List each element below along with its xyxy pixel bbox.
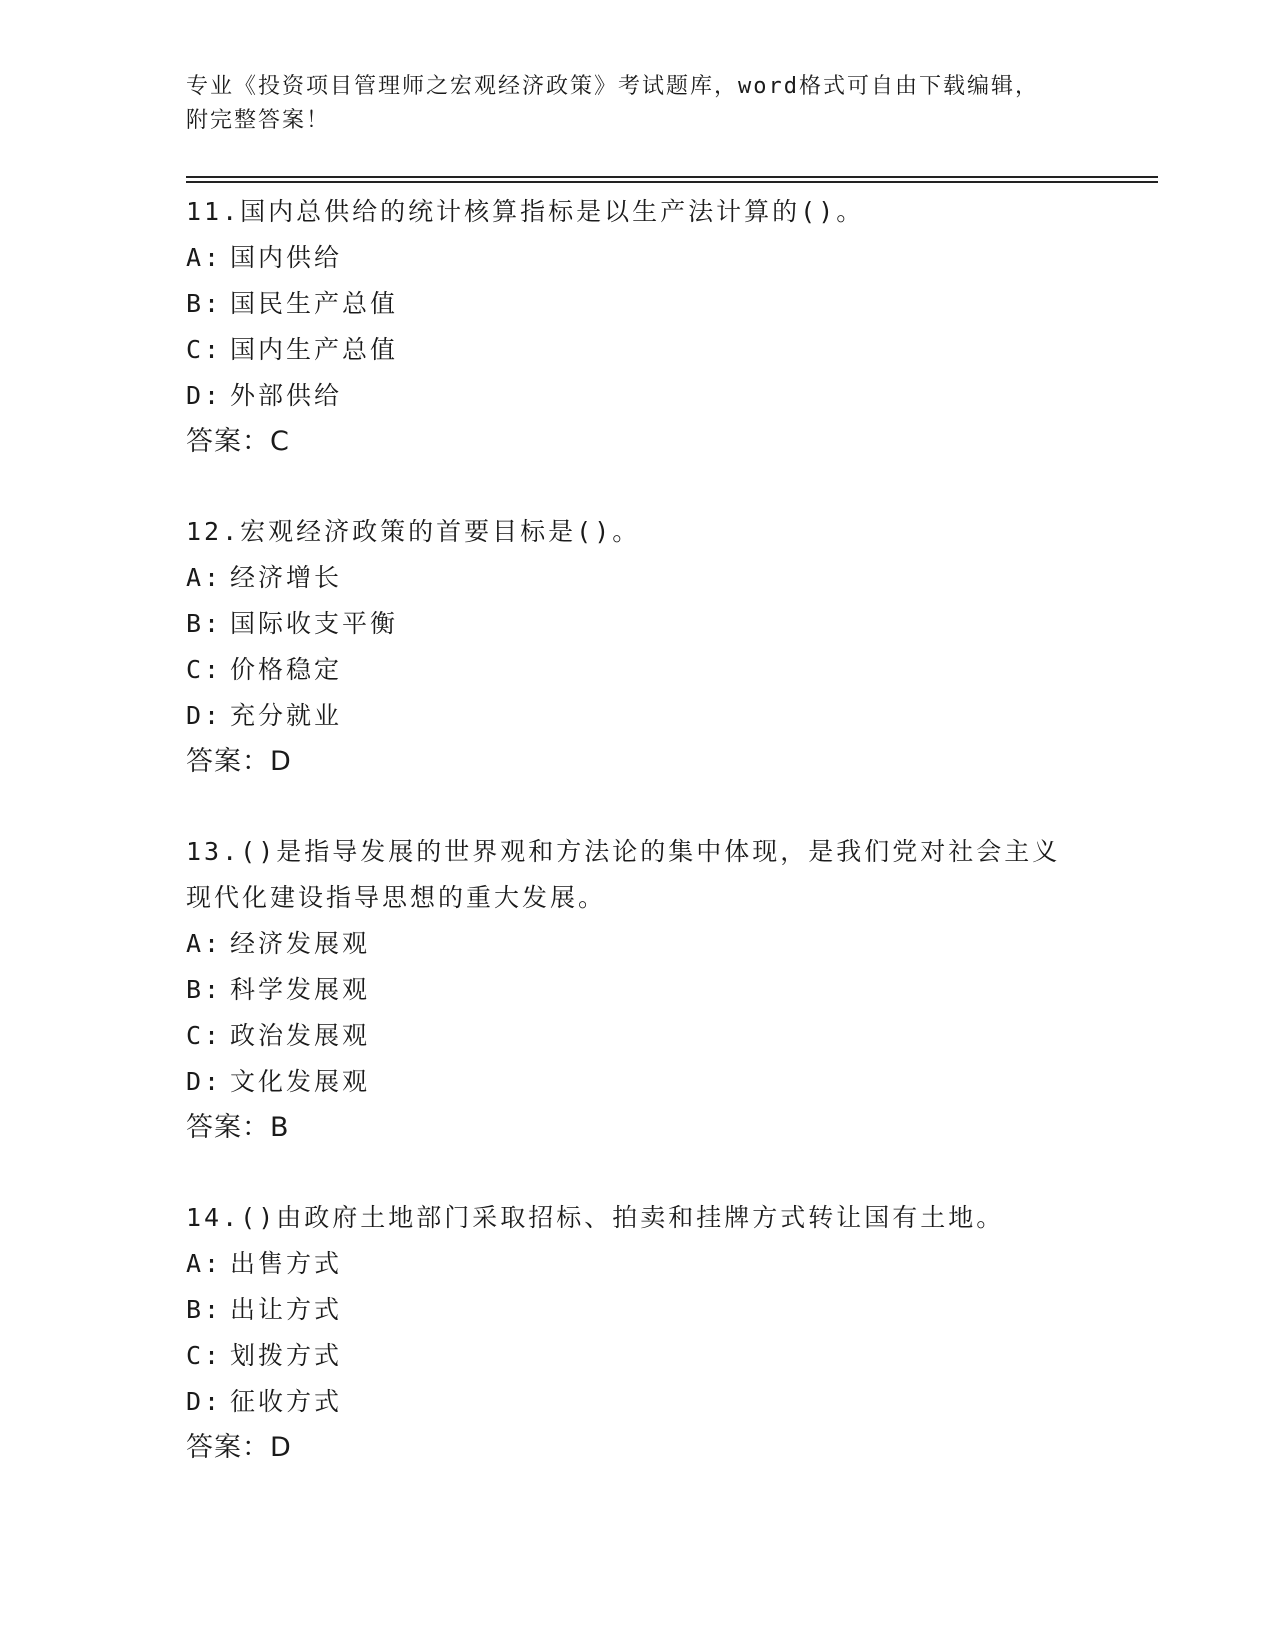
question-13 [186,829,1086,1151]
option-text: 征收方式 [230,1387,343,1416]
header-line-1: 专业《投资项目管理师之宏观经济政策》考试题库，word格式可自由下载编辑， [186,74,1039,99]
option-text: 出售方式 [230,1249,343,1278]
option-text: 经济增长 [230,563,343,592]
option-label: B: [186,289,223,318]
option-label: B: [186,609,223,638]
option-d [186,1379,1086,1425]
option-label: A: [186,563,223,592]
document-header [186,70,1086,138]
question-11 [186,189,1086,465]
option-b [186,601,1086,647]
option-label: A: [186,929,223,958]
option-text: 科学发展观 [230,975,371,1004]
option-text: 政治发展观 [230,1021,371,1050]
option-label: A: [186,243,223,272]
option-a [186,555,1086,601]
option-text: 出让方式 [230,1295,343,1324]
option-label: C: [186,655,223,684]
option-d [186,373,1086,419]
option-text: 国内生产总值 [230,335,399,364]
option-c [186,1013,1086,1059]
option-a [186,1241,1086,1287]
question-stem: 12.宏观经济政策的首要目标是()。 [186,517,641,546]
answer-line: 答案：B [186,1112,290,1143]
option-a [186,921,1086,967]
option-label: B: [186,975,223,1004]
option-d [186,693,1086,739]
header-divider-bottom [186,181,1158,183]
option-label: B: [186,1295,223,1324]
option-label: D: [186,381,223,410]
option-c [186,1333,1086,1379]
option-c [186,647,1086,693]
answer-line: 答案：D [186,746,292,777]
option-label: D: [186,701,223,730]
option-b [186,1287,1086,1333]
option-c [186,327,1086,373]
question-stem: 11.国内总供给的统计核算指标是以生产法计算的()。 [186,197,865,226]
answer-line: 答案：D [186,1432,292,1463]
header-divider-top [186,176,1158,178]
question-stem: 13.()是指导发展的世界观和方法论的集中体现，是我们党对社会主义现代化建设指导思想的重大发展。 [186,837,1061,912]
answer-line: 答案：C [186,426,290,457]
option-text: 外部供给 [230,381,343,410]
option-label: A: [186,1249,223,1278]
question-stem: 14.()由政府土地部门采取招标、拍卖和挂牌方式转让国有土地。 [186,1203,1005,1232]
option-text: 国内供给 [230,243,343,272]
option-b [186,281,1086,327]
option-text: 国民生产总值 [230,289,399,318]
question-14 [186,1195,1086,1471]
option-text: 国际收支平衡 [230,609,399,638]
question-12 [186,509,1086,785]
option-label: D: [186,1387,223,1416]
option-text: 划拨方式 [230,1341,343,1370]
option-text: 经济发展观 [230,929,371,958]
option-text: 充分就业 [230,701,343,730]
option-b [186,967,1086,1013]
option-label: C: [186,335,223,364]
option-label: D: [186,1067,223,1096]
option-d [186,1059,1086,1105]
option-label: C: [186,1341,223,1370]
option-text: 价格稳定 [230,655,343,684]
option-a [186,235,1086,281]
option-text: 文化发展观 [230,1067,371,1096]
option-label: C: [186,1021,223,1050]
header-line-2: 附完整答案！ [186,108,331,133]
